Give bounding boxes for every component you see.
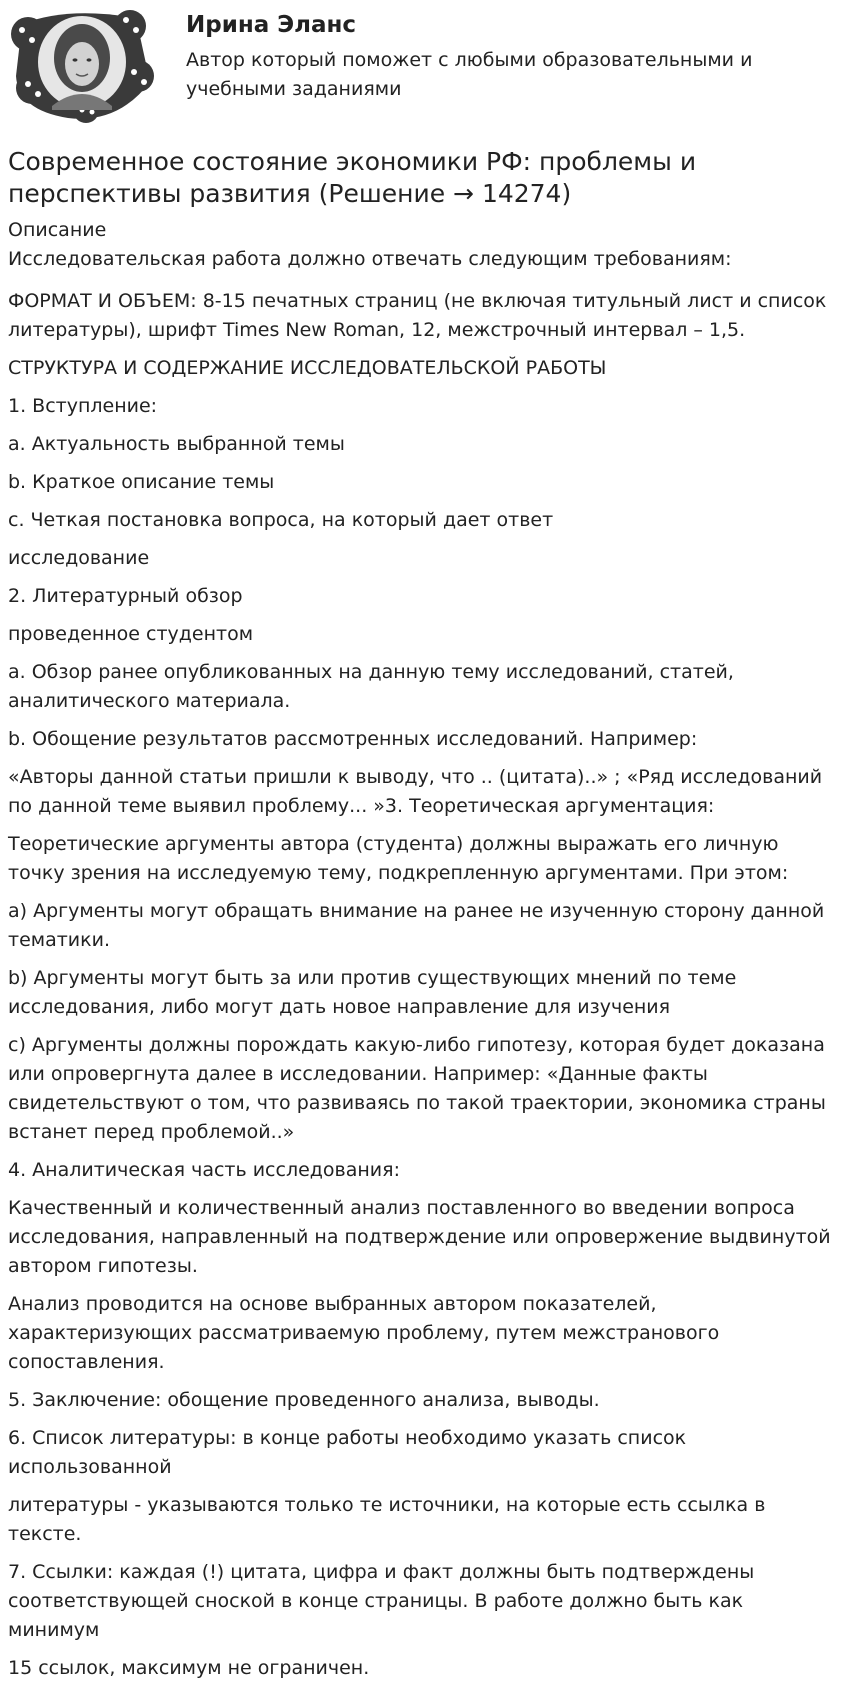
description-paragraph: 1. Вступление: — [8, 395, 158, 417]
description-paragraph: c) Аргументы должны порождать какую-либо гипотезу, которая будет доказана или опровергнута далее в исследовании. Например: «Данные факты свидетельствуют о том, что развиваясь по такой траектории, экономика страны встанет перед проблемой..» — [8, 1034, 826, 1143]
description-paragraph: b. Краткое описание темы — [8, 471, 275, 493]
description-paragraph: 7. Ссылки: каждая (!) цитата, цифра и факт должны быть подтверждены соответствующей сноской в конце страницы. В работе должно быть как минимум — [8, 1561, 755, 1641]
description-body — [8, 245, 839, 1683]
description-paragraph: b) Аргументы могут быть за или против существующих мнений по теме исследования, либо могут дать новое направление для изучения — [8, 967, 737, 1018]
description-paragraph: 2. Литературный обзор — [8, 585, 243, 607]
description-paragraph: 6. Список литературы: в конце работы необходимо указать список использованной — [8, 1427, 687, 1478]
description-paragraph: Исследовательская работа должно отвечать следующим требованиям: — [8, 248, 732, 270]
author-avatar — [8, 6, 158, 124]
description-paragraph: 4. Аналитическая часть исследования: — [8, 1159, 400, 1181]
description-label: Описание — [8, 219, 107, 241]
description-paragraph: b. Обощение результатов рассмотренных исследований. Например: — [8, 728, 698, 750]
description-paragraph: c. Четкая постановка вопроса, на который дает ответ — [8, 509, 554, 531]
description-paragraph: Качественный и количественный анализ поставленного во введении вопроса исследования, направленный на подтверждение или опровержение выдвинутой автором гипотезы. — [8, 1197, 831, 1277]
description-paragraph: исследование — [8, 547, 150, 569]
description-paragraph: «Авторы данной статьи пришли к выводу, что .. (цитата)..» ; «Ряд исследований по данной теме выявил проблему... »3. Теоретическая аргументация: — [8, 766, 823, 817]
description-paragraph: 15 ссылок, максимум не ограничен. — [8, 1657, 370, 1679]
author-description: Автор который поможет с любыми образовательными и учебными заданиями — [186, 49, 753, 100]
description-paragraph: a) Аргументы могут обращать внимание на ранее не изученную сторону данной тематики. — [8, 900, 825, 951]
description-paragraph: a. Актуальность выбранной темы — [8, 433, 345, 455]
description-paragraph: a. Обзор ранее опубликованных на данную тему исследований, статей, аналитического материала. — [8, 661, 734, 712]
author-info — [186, 10, 786, 104]
author-card — [8, 0, 839, 128]
description-paragraph: литературы - указываются только те источники, на которые есть ссылка в тексте. — [8, 1494, 766, 1545]
description-paragraph: Теоретические аргументы автора (студента) должны выражать его личную точку зрения на исследуемую тему, подкрепленную аргументами. При этом: — [8, 833, 789, 884]
task-title: Современное состояние экономики РФ: проблемы и перспективы развития (Решение → 14274) — [8, 147, 697, 208]
description-paragraph: СТРУКТУРА И СОДЕРЖАНИЕ ИССЛЕДОВАТЕЛЬСКОЙ РАБОТЫ — [8, 357, 607, 379]
description-paragraph: Анализ проводится на основе выбранных автором показателей, характеризующих рассматриваемую проблему, путем межстранового сопоставления. — [8, 1293, 720, 1373]
description-paragraph: проведенное студентом — [8, 623, 254, 645]
description-paragraph: 5. Заключение: обощение проведенного анализа, выводы. — [8, 1389, 600, 1411]
description-paragraph: ФОРМАТ И ОБЪЕМ: 8-15 печатных страниц (не включая титульный лист и список литературы), шрифт Times New Roman, 12, межстрочный интервал – 1,5. — [8, 290, 827, 341]
author-name[interactable]: Ирина Эланс — [186, 12, 357, 38]
